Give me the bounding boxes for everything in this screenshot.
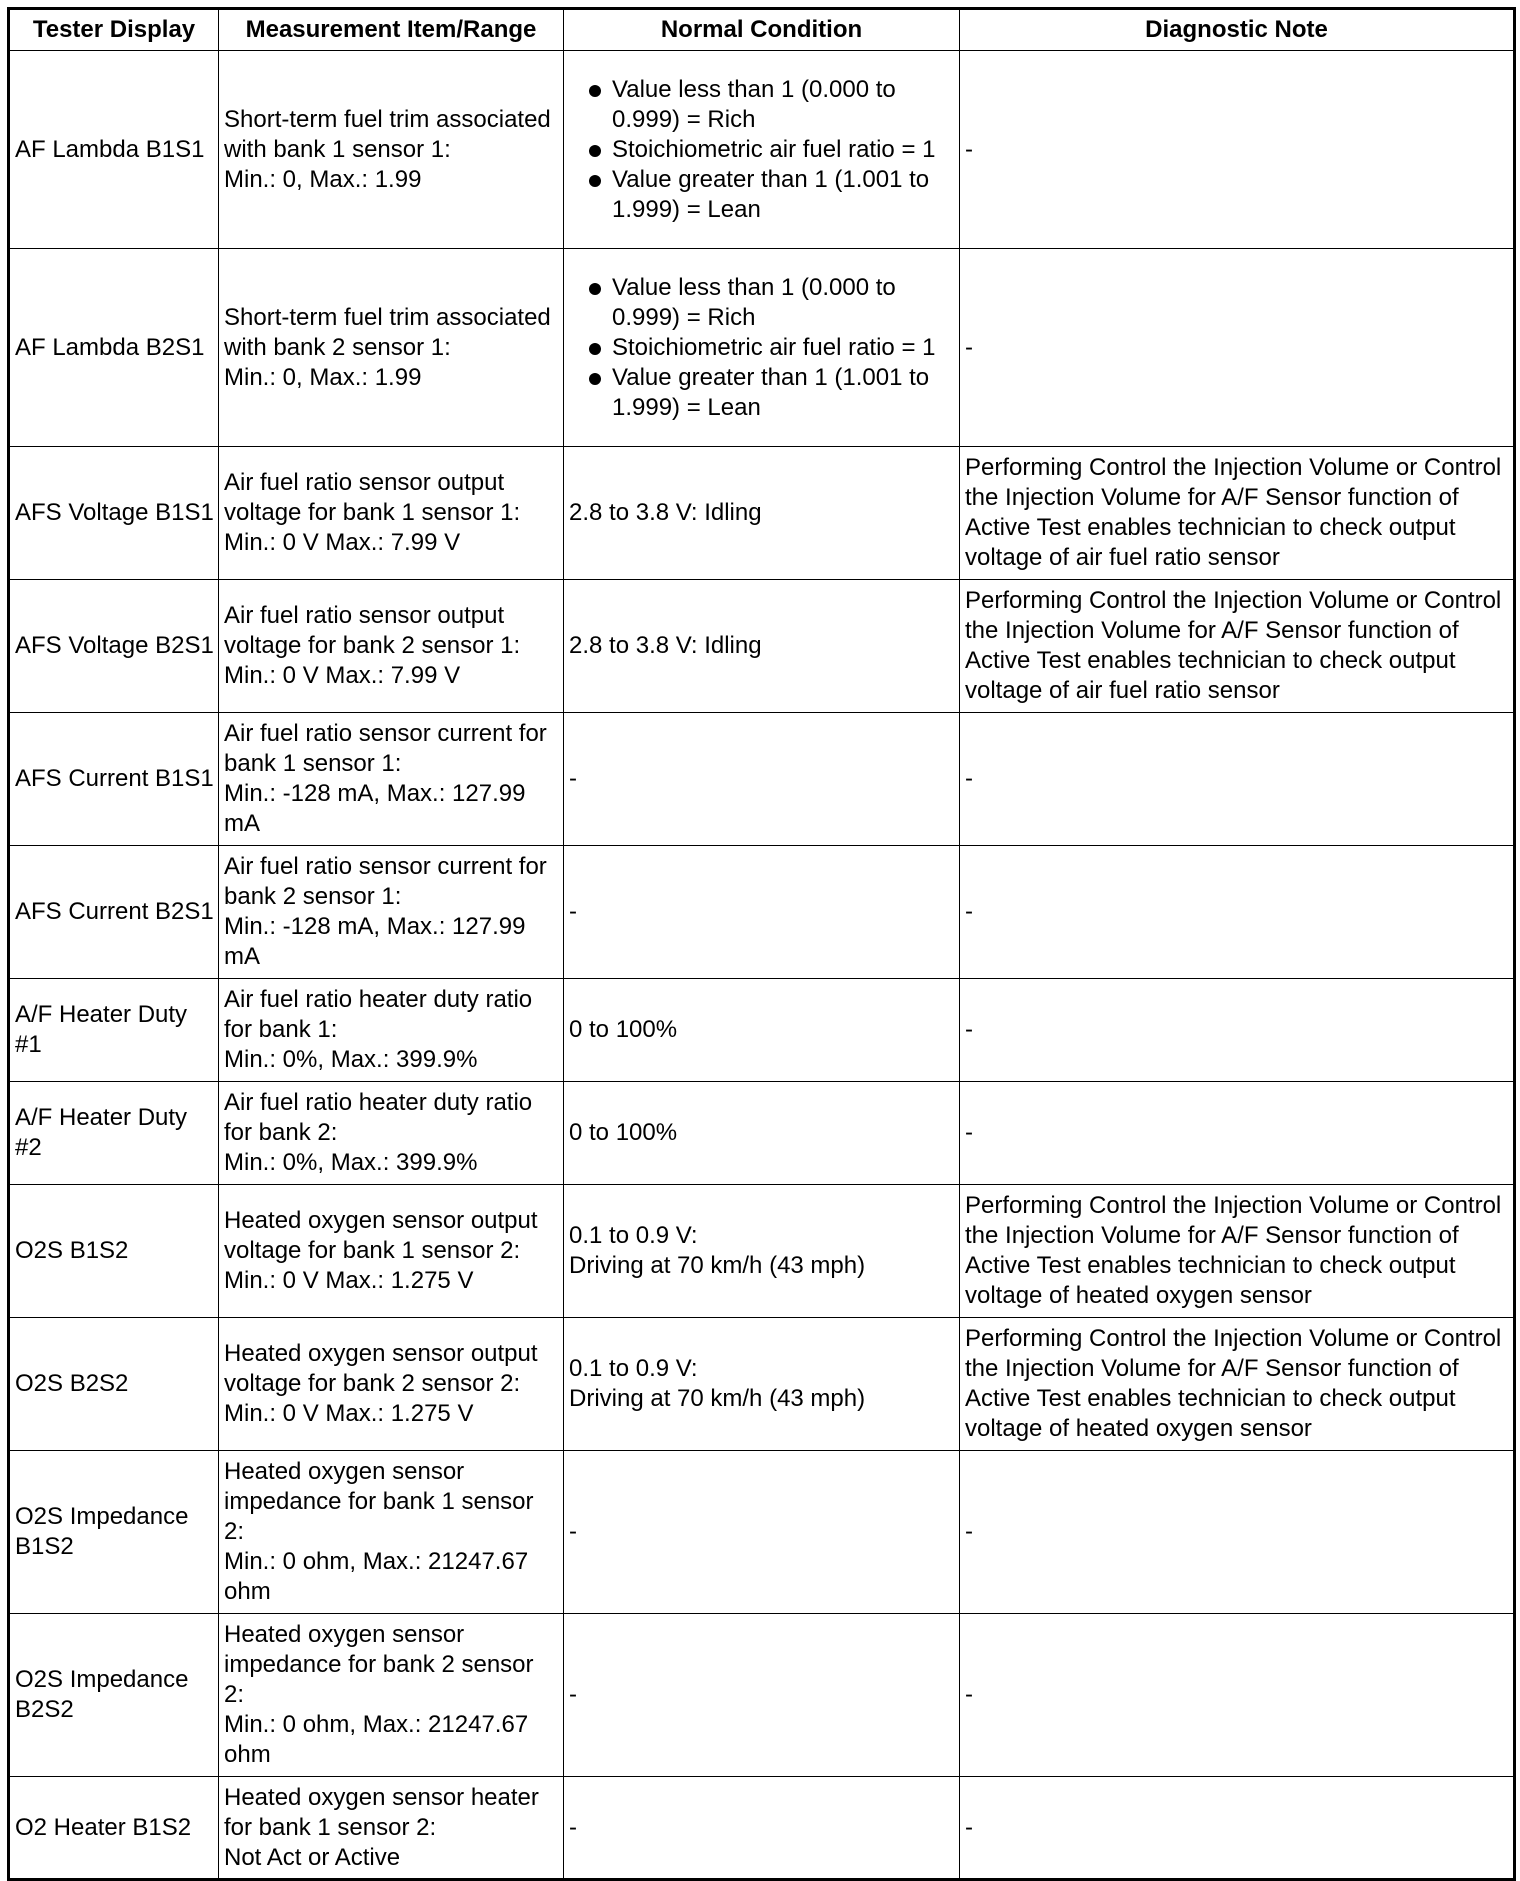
condition-text: 0 to 100% [569, 1119, 678, 1146]
item-description: Short-term fuel trim associated with bank 2 sensor 1: [224, 303, 551, 361]
tester-display-cell: A/F Heater Duty #2 [9, 1082, 219, 1185]
header-diagnostic-note: Diagnostic Note [960, 9, 1515, 51]
tester-display-cell: O2S Impedance B2S2 [9, 1614, 219, 1777]
normal-condition-cell [564, 51, 960, 249]
table-row [9, 1451, 1515, 1614]
diagnostic-note-cell: Performing Control the Injection Volume or Control the Injection Volume for A/F Sensor function of Active Test enables technician to check output voltage of heated oxygen sensor [960, 1185, 1515, 1318]
item-range: Min.: 0 V Max.: 1.275 V [224, 1267, 474, 1294]
measurement-item-cell [219, 713, 564, 846]
tester-display-cell: AFS Current B1S1 [9, 713, 219, 846]
normal-condition-cell [564, 1185, 960, 1318]
item-description: Heated oxygen sensor impedance for bank 2 sensor 2: [224, 1621, 534, 1708]
measurement-item-cell [219, 580, 564, 713]
item-description: Air fuel ratio sensor output voltage for bank 2 sensor 1: [224, 602, 521, 659]
measurement-item-cell [219, 447, 564, 580]
condition-text: Driving at 70 km/h (43 mph) [569, 1385, 866, 1412]
item-description: Short-term fuel trim associated with bank 1 sensor 1: [224, 105, 551, 163]
measurement-item-cell [219, 1614, 564, 1777]
list-item: Stoichiometric air fuel ratio = 1 [569, 135, 955, 165]
normal-condition-cell [564, 580, 960, 713]
tester-display-cell: O2 Heater B1S2 [9, 1777, 219, 1880]
condition-bullet-list [569, 75, 955, 225]
normal-condition-cell [564, 447, 960, 580]
diagnostic-note-cell: - [960, 249, 1515, 447]
measurement-item-cell [219, 979, 564, 1082]
list-item: Value less than 1 (0.000 to 0.999) = Rich [569, 75, 955, 135]
item-description: Heated oxygen sensor output voltage for bank 1 sensor 2: [224, 1207, 538, 1264]
measurement-item-cell [219, 1318, 564, 1451]
normal-condition-cell [564, 249, 960, 447]
diagnostic-note-cell: - [960, 1777, 1515, 1880]
table-row [9, 1318, 1515, 1451]
item-description: Air fuel ratio sensor output voltage for bank 1 sensor 1: [224, 469, 521, 526]
tester-display-cell: AFS Current B2S1 [9, 846, 219, 979]
item-range: Min.: 0 V Max.: 1.275 V [224, 1400, 474, 1427]
diagnostic-note-cell: - [960, 979, 1515, 1082]
header-measurement-item: Measurement Item/Range [219, 9, 564, 51]
tester-display-cell: A/F Heater Duty #1 [9, 979, 219, 1082]
tester-display-cell: AF Lambda B2S1 [9, 249, 219, 447]
item-description: Air fuel ratio heater duty ratio for bank 1: [224, 986, 533, 1043]
measurement-item-cell [219, 1082, 564, 1185]
diagnostic-note-cell: Performing Control the Injection Volume or Control the Injection Volume for A/F Sensor function of Active Test enables technician to check output voltage of air fuel ratio sensor [960, 580, 1515, 713]
item-range: Min.: 0%, Max.: 399.9% [224, 1046, 478, 1073]
diagnostic-note-cell: - [960, 51, 1515, 249]
item-range: Not Act or Active [224, 1843, 401, 1871]
diagnostic-note-cell: - [960, 713, 1515, 846]
condition-bullet-list [569, 273, 955, 423]
diagnostic-note-cell: Performing Control the Injection Volume or Control the Injection Volume for A/F Sensor function of Active Test enables technician to check output voltage of air fuel ratio sensor [960, 447, 1515, 580]
diagnostic-note-cell: - [960, 846, 1515, 979]
normal-condition-cell: - [564, 1777, 960, 1880]
diagnostic-note-cell: - [960, 1614, 1515, 1777]
tester-display-cell: O2S Impedance B1S2 [9, 1451, 219, 1614]
table-row [9, 1614, 1515, 1777]
condition-text: 2.8 to 3.8 V: Idling [569, 632, 762, 659]
measurement-item-cell [219, 51, 564, 249]
table-row [9, 1777, 1515, 1880]
item-range: Min.: -128 mA, Max.: 127.99 mA [224, 780, 526, 837]
table-row [9, 580, 1515, 713]
item-description: Air fuel ratio sensor current for bank 2 sensor 1: [224, 853, 547, 910]
diagnostic-note-cell: Performing Control the Injection Volume or Control the Injection Volume for A/F Sensor function of Active Test enables technician to check output voltage of heated oxygen sensor [960, 1318, 1515, 1451]
measurement-item-cell [219, 1185, 564, 1318]
item-description: Heated oxygen sensor impedance for bank 1 sensor 2: [224, 1458, 534, 1545]
tester-display-cell: AF Lambda B1S1 [9, 51, 219, 249]
condition-text: 2.8 to 3.8 V: Idling [569, 499, 762, 526]
normal-condition-cell: - [564, 1614, 960, 1777]
measurement-item-cell [219, 249, 564, 447]
tester-display-cell: AFS Voltage B2S1 [9, 580, 219, 713]
list-item: Value less than 1 (0.000 to 0.999) = Rich [569, 273, 955, 333]
item-description: Air fuel ratio heater duty ratio for bank 2: [224, 1089, 533, 1146]
header-normal-condition: Normal Condition [564, 9, 960, 51]
list-item: Value greater than 1 (1.001 to 1.999) = Lean [569, 363, 955, 423]
table-row [9, 846, 1515, 979]
item-range: Min.: 0 V Max.: 7.99 V [224, 529, 461, 556]
table-row [9, 1082, 1515, 1185]
table-row [9, 713, 1515, 846]
item-range: Min.: 0 ohm, Max.: 21247.67 ohm [224, 1711, 529, 1768]
item-range: Min.: -128 mA, Max.: 127.99 mA [224, 913, 526, 970]
normal-condition-cell: - [564, 846, 960, 979]
table-row [9, 249, 1515, 447]
table-row [9, 447, 1515, 580]
condition-text: Driving at 70 km/h (43 mph) [569, 1252, 866, 1279]
diagnostic-note-cell: - [960, 1451, 1515, 1614]
item-range: Min.: 0, Max.: 1.99 [224, 363, 422, 391]
condition-text: 0.1 to 0.9 V: [569, 1222, 698, 1249]
item-description: Heated oxygen sensor output voltage for bank 2 sensor 2: [224, 1340, 538, 1397]
item-range: Min.: 0, Max.: 1.99 [224, 165, 422, 193]
data-list-table [7, 7, 1516, 1881]
table-row [9, 979, 1515, 1082]
table-row [9, 51, 1515, 249]
item-range: Min.: 0%, Max.: 399.9% [224, 1149, 478, 1176]
condition-text: 0.1 to 0.9 V: [569, 1355, 698, 1382]
diagnostic-note-cell: - [960, 1082, 1515, 1185]
list-item: Stoichiometric air fuel ratio = 1 [569, 333, 955, 363]
item-range: Min.: 0 V Max.: 7.99 V [224, 662, 461, 689]
measurement-item-cell [219, 1777, 564, 1880]
table-row [9, 1185, 1515, 1318]
normal-condition-cell [564, 979, 960, 1082]
normal-condition-cell [564, 1318, 960, 1451]
item-description: Heated oxygen sensor heater for bank 1 sensor 2: [224, 1783, 539, 1841]
condition-text: 0 to 100% [569, 1016, 678, 1043]
measurement-item-cell [219, 1451, 564, 1614]
tester-display-cell: O2S B1S2 [9, 1185, 219, 1318]
table-header-row [9, 9, 1515, 51]
list-item: Value greater than 1 (1.001 to 1.999) = Lean [569, 165, 955, 225]
item-description: Air fuel ratio sensor current for bank 1 sensor 1: [224, 720, 547, 777]
document-page [7, 7, 1513, 1881]
normal-condition-cell [564, 1082, 960, 1185]
header-tester-display: Tester Display [9, 9, 219, 51]
normal-condition-cell: - [564, 713, 960, 846]
tester-display-cell: O2S B2S2 [9, 1318, 219, 1451]
tester-display-cell: AFS Voltage B1S1 [9, 447, 219, 580]
normal-condition-cell: - [564, 1451, 960, 1614]
item-range: Min.: 0 ohm, Max.: 21247.67 ohm [224, 1548, 529, 1605]
measurement-item-cell [219, 846, 564, 979]
